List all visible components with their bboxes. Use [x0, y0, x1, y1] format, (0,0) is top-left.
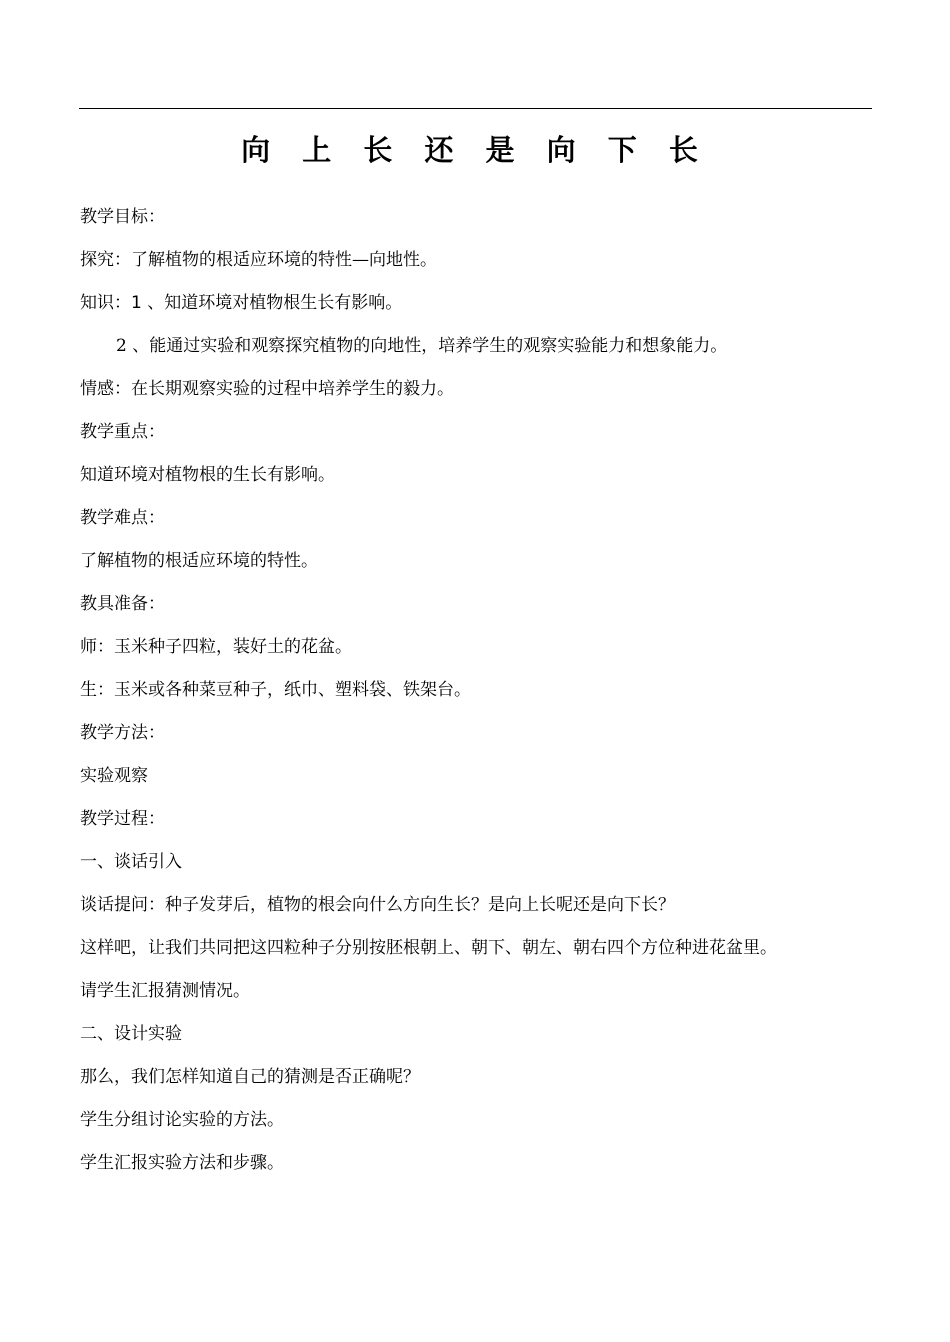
- methods-heading: 教学方法：: [80, 723, 165, 743]
- section-1-activity: 这样吧，让我们共同把这四粒种子分别按胚根朝上、朝下、朝左、朝右四个方位种进花盆里。: [80, 938, 777, 958]
- teacher-materials: 师：玉米种子四粒，装好土的花盆。: [80, 637, 352, 657]
- section-2-heading: 二、设计实验: [80, 1024, 182, 1044]
- key-points-text: 知道环境对植物根的生长有影响。: [80, 465, 335, 485]
- section-2-report: 学生汇报实验方法和步骤。: [80, 1153, 284, 1173]
- student-materials: 生：玉米或各种菜豆种子，纸巾、塑料袋、铁架台。: [80, 680, 471, 700]
- knowledge-item-1: 1 、知道环境对植物根生长有影响。: [131, 293, 403, 313]
- section-2-question: 那么，我们怎样知道自己的猜测是否正确呢？: [80, 1067, 420, 1087]
- inquiry-goal: 探究：了解植物的根适应环境的特性—向地性。: [80, 250, 437, 270]
- materials-heading: 教具准备：: [80, 594, 165, 614]
- knowledge-goal-2: 2 、能通过实验和观察探究植物的向地性，培养学生的观察实验能力和想象能力。: [116, 336, 728, 356]
- document-body: [80, 196, 880, 1185]
- header-rule: [79, 108, 872, 109]
- difficulties-text: 了解植物的根适应环境的特性。: [80, 551, 318, 571]
- section-1-report: 请学生汇报猜测情况。: [80, 981, 250, 1001]
- emotion-goal: 情感：在长期观察实验的过程中培养学生的毅力。: [80, 379, 454, 399]
- methods-text: 实验观察: [80, 766, 148, 786]
- section-2-discussion: 学生分组讨论实验的方法。: [80, 1110, 284, 1130]
- section-1-question: 谈话提问：种子发芽后，植物的根会向什么方向生长？是向上长呢还是向下长？: [80, 895, 675, 915]
- knowledge-label: 知识：: [80, 293, 131, 313]
- process-heading: 教学过程：: [80, 809, 165, 829]
- section-1-heading: 一、谈话引入: [80, 852, 182, 872]
- knowledge-goal-1: [80, 282, 880, 325]
- key-points-heading: 教学重点：: [80, 422, 165, 442]
- page-title: 向 上 长 还 是 向 下 长: [241, 133, 709, 167]
- teaching-goals-heading: 教学目标：: [80, 207, 165, 227]
- difficulties-heading: 教学难点：: [80, 508, 165, 528]
